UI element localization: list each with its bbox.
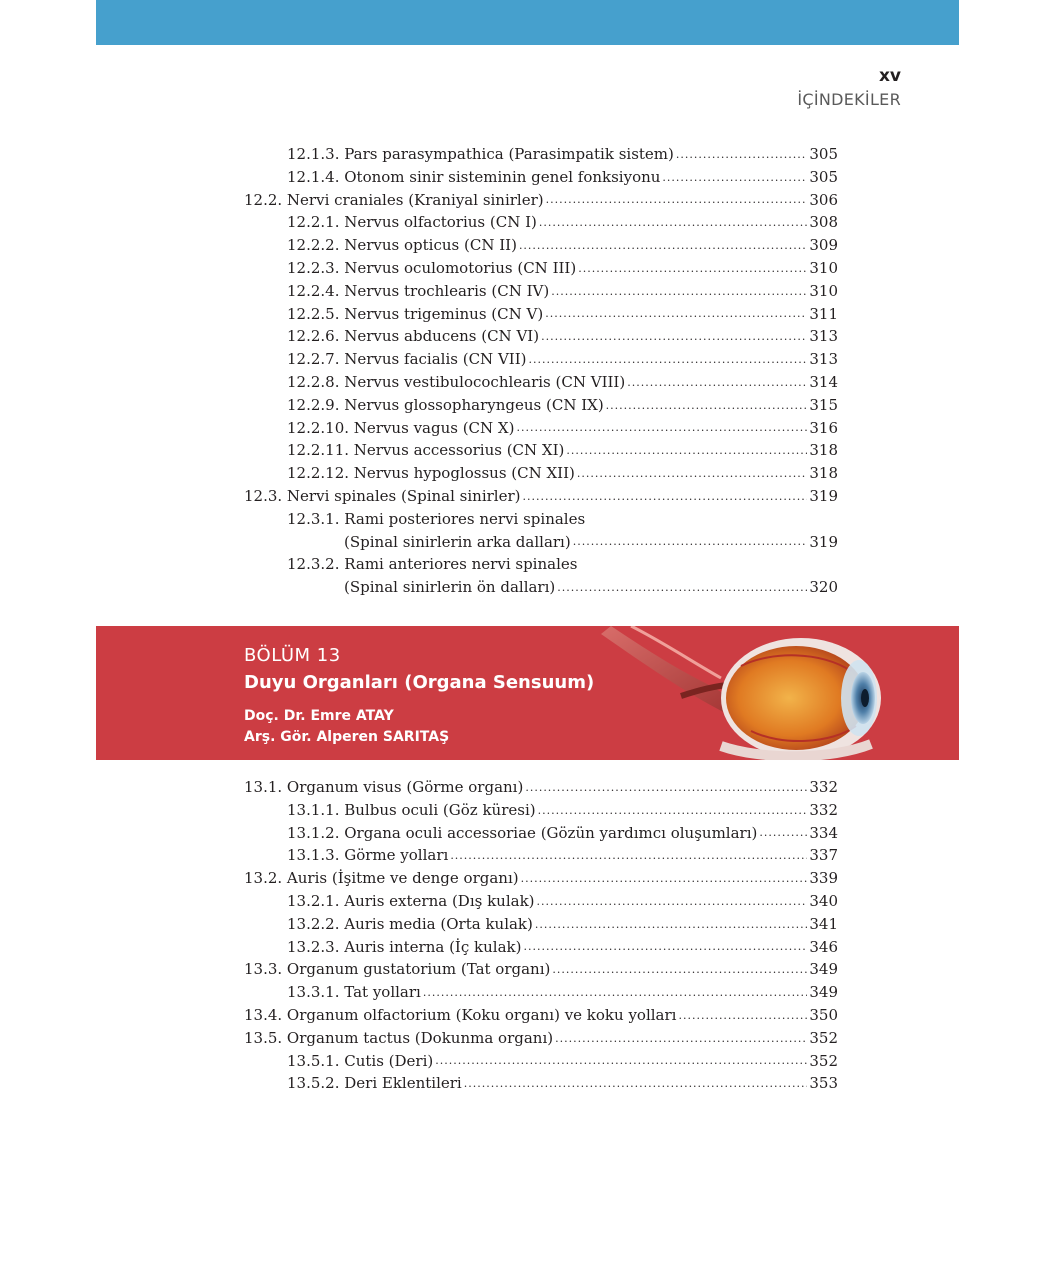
toc-leader-dots bbox=[516, 417, 807, 439]
toc-entry-page: 316 bbox=[809, 418, 838, 437]
toc-entry-page: 310 bbox=[809, 258, 838, 277]
toc-leader-dots bbox=[566, 440, 807, 462]
toc-entry-label: 13.2.1. Auris externa (Dış kulak) bbox=[287, 891, 535, 910]
toc-entry-page: 309 bbox=[809, 236, 838, 255]
toc-entry[interactable] bbox=[244, 553, 838, 576]
toc-entry-page: 305 bbox=[809, 167, 838, 186]
toc-entry[interactable] bbox=[244, 303, 838, 326]
toc-entry-label: 12.2. Nervi craniales (Kraniyal sinirler) bbox=[244, 190, 544, 209]
toc-entry[interactable] bbox=[244, 776, 838, 799]
toc-entry-label: 13.3.1. Tat yolları bbox=[287, 983, 421, 1002]
toc-leader-dots bbox=[678, 1005, 807, 1027]
toc-entry-page: 341 bbox=[809, 914, 838, 933]
toc-entry[interactable] bbox=[244, 958, 838, 981]
toc-entry-label: 12.2.8. Nervus vestibulocochlearis (CN VIII) bbox=[287, 372, 626, 391]
toc-entry[interactable] bbox=[244, 576, 838, 599]
toc-entry-label: 12.2.4. Nervus trochlearis (CN IV) bbox=[287, 281, 550, 300]
toc-leader-dots bbox=[551, 281, 807, 303]
toc-leader-dots bbox=[606, 395, 808, 417]
toc-entry-label: 12.2.10. Nervus vagus (CN X) bbox=[287, 418, 515, 437]
toc-entry[interactable] bbox=[244, 799, 838, 822]
toc-list-chapter-13 bbox=[244, 776, 838, 1095]
toc-leader-dots bbox=[464, 1073, 808, 1095]
toc-entry-page: 308 bbox=[809, 213, 838, 232]
page-number: xv bbox=[878, 66, 901, 86]
toc-leader-dots bbox=[662, 167, 807, 189]
toc-entry[interactable] bbox=[244, 1072, 838, 1095]
toc-entry-page: 319 bbox=[809, 486, 838, 505]
toc-leader-dots bbox=[528, 349, 807, 371]
toc-entry-label: 13.1.3. Görme yolları bbox=[287, 846, 449, 865]
toc-entry-page: 340 bbox=[809, 891, 838, 910]
toc-entry-label: 13.4. Organum olfactorium (Koku organı) ve koku yolları bbox=[244, 1005, 677, 1024]
toc-entry-page: 332 bbox=[809, 800, 838, 819]
toc-entry-label: (Spinal sinirlerin ön dalları) bbox=[344, 578, 556, 597]
toc-entry-label: (Spinal sinirlerin arka dalları) bbox=[344, 532, 571, 551]
toc-entry[interactable] bbox=[244, 531, 838, 554]
toc-entry-page: 353 bbox=[809, 1074, 838, 1093]
toc-list-chapter-12 bbox=[244, 143, 838, 599]
toc-entry-label: 13.5.1. Cutis (Deri) bbox=[287, 1051, 434, 1070]
toc-entry-page: 339 bbox=[809, 869, 838, 888]
toc-entry[interactable] bbox=[244, 1027, 838, 1050]
toc-entry[interactable] bbox=[244, 462, 838, 485]
toc-entry[interactable] bbox=[244, 485, 838, 508]
toc-entry-page: 346 bbox=[809, 937, 838, 956]
toc-leader-dots bbox=[759, 822, 807, 844]
toc-entry-page: 352 bbox=[809, 1051, 838, 1070]
toc-leader-dots bbox=[523, 486, 808, 508]
toc-leader-dots bbox=[519, 235, 807, 257]
toc-leader-dots bbox=[535, 914, 807, 936]
toc-leader-dots bbox=[435, 1050, 807, 1072]
toc-leader-dots bbox=[423, 982, 808, 1004]
toc-leader-dots bbox=[521, 868, 808, 890]
toc-entry-page: 313 bbox=[809, 350, 838, 369]
toc-leader-dots bbox=[627, 372, 807, 394]
toc-entry-page: 313 bbox=[809, 327, 838, 346]
toc-entry-page: 332 bbox=[809, 778, 838, 796]
toc-entry-page: 315 bbox=[809, 395, 838, 414]
toc-entry-label: 12.2.9. Nervus glossopharyngeus (CN IX) bbox=[287, 395, 604, 414]
toc-entry-page: 349 bbox=[809, 960, 838, 979]
chapter-banner bbox=[96, 626, 959, 760]
toc-entry-page: 352 bbox=[809, 1028, 838, 1047]
toc-leader-dots bbox=[555, 1028, 807, 1050]
toc-entry-page: 349 bbox=[809, 983, 838, 1002]
toc-entry-label: 12.2.11. Nervus accessorius (CN XI) bbox=[287, 441, 565, 460]
toc-entry[interactable] bbox=[244, 890, 838, 913]
toc-entry-page: 310 bbox=[809, 281, 838, 300]
toc-entry-page: 350 bbox=[809, 1005, 838, 1024]
toc-leader-dots bbox=[676, 144, 807, 166]
toc-entry-page: 320 bbox=[809, 578, 838, 597]
toc-leader-dots bbox=[545, 303, 807, 325]
toc-leader-dots bbox=[577, 463, 807, 485]
toc-entry[interactable] bbox=[244, 844, 838, 867]
toc-entry[interactable] bbox=[244, 234, 838, 257]
toc-entry[interactable] bbox=[244, 913, 838, 936]
toc-entry-label: 12.2.5. Nervus trigeminus (CN V) bbox=[287, 304, 544, 323]
toc-leader-dots bbox=[578, 258, 807, 280]
toc-entry[interactable] bbox=[244, 936, 838, 959]
toc-entry-page: 305 bbox=[809, 145, 838, 163]
toc-entry-page: 314 bbox=[809, 372, 838, 391]
toc-leader-dots bbox=[546, 189, 808, 211]
toc-entry[interactable] bbox=[244, 439, 838, 462]
toc-entry-page: 337 bbox=[809, 846, 838, 865]
toc-entry[interactable] bbox=[244, 1050, 838, 1073]
toc-entry[interactable] bbox=[244, 211, 838, 234]
toc-entry-label: 12.3.2. Rami anteriores nervi spinales bbox=[287, 555, 578, 574]
toc-entry-label: 12.2.12. Nervus hypoglossus (CN XII) bbox=[287, 464, 575, 483]
toc-entry-page: 318 bbox=[809, 464, 838, 483]
chapter-author: Arş. Gör. Alperen SARITAŞ bbox=[244, 729, 450, 745]
toc-entry-label: 12.3. Nervi spinales (Spinal sinirler) bbox=[244, 486, 521, 505]
toc-entry-label: 12.1.3. Pars parasympathica (Parasimpatik sistem) bbox=[287, 145, 674, 163]
toc-leader-dots bbox=[450, 845, 807, 867]
toc-leader-dots bbox=[538, 800, 808, 822]
toc-entry-label: 12.2.3. Nervus oculomotorius (CN III) bbox=[287, 258, 577, 277]
toc-entry[interactable] bbox=[244, 325, 838, 348]
toc-leader-dots bbox=[525, 777, 807, 799]
toc-entry[interactable] bbox=[244, 371, 838, 394]
toc-entry-page: 311 bbox=[809, 304, 838, 323]
toc-entry[interactable] bbox=[244, 394, 838, 417]
toc-entry[interactable] bbox=[244, 257, 838, 280]
eye-anatomy-illustration bbox=[601, 626, 891, 760]
toc-entry-label: 13.5. Organum tactus (Dokunma organı) bbox=[244, 1028, 554, 1047]
toc-entry-label: 12.2.1. Nervus olfactorius (CN I) bbox=[287, 213, 537, 232]
toc-leader-dots bbox=[539, 212, 807, 234]
toc-entry[interactable] bbox=[244, 417, 838, 440]
toc-leader-dots bbox=[541, 326, 807, 348]
toc-entry[interactable] bbox=[244, 1004, 838, 1027]
toc-entry[interactable] bbox=[244, 348, 838, 371]
toc-entry-label: 13.1. Organum visus (Görme organı) bbox=[244, 778, 524, 796]
running-header: İÇİNDEKİLER bbox=[797, 90, 901, 109]
toc-entry-label: 13.2.2. Auris media (Orta kulak) bbox=[287, 914, 533, 933]
toc-entry-label: 12.2.6. Nervus abducens (CN VI) bbox=[287, 327, 540, 346]
toc-entry-page: 334 bbox=[809, 823, 838, 842]
toc-entry-label: 12.2.7. Nervus facialis (CN VII) bbox=[287, 350, 527, 369]
toc-entry[interactable] bbox=[244, 166, 838, 189]
toc-entry-page: 318 bbox=[809, 441, 838, 460]
chapter-author: Doç. Dr. Emre ATAY bbox=[244, 708, 394, 724]
chapter-number: BÖLÜM 13 bbox=[244, 645, 341, 666]
toc-entry-label: 12.3.1. Rami posteriores nervi spinales bbox=[287, 509, 586, 528]
toc-entry-label: 13.1.1. Bulbus oculi (Göz küresi) bbox=[287, 800, 536, 819]
toc-leader-dots bbox=[573, 531, 808, 553]
toc-entry[interactable] bbox=[244, 867, 838, 890]
toc-entry-page: 319 bbox=[809, 532, 838, 551]
toc-entry[interactable] bbox=[244, 280, 838, 303]
toc-leader-dots bbox=[557, 577, 807, 599]
top-color-bar bbox=[96, 0, 959, 45]
toc-entry-label: 13.2. Auris (İşitme ve denge organı) bbox=[244, 869, 519, 888]
toc-leader-dots bbox=[552, 959, 807, 981]
toc-leader-dots bbox=[537, 891, 808, 913]
toc-entry-page: 306 bbox=[809, 190, 838, 209]
toc-entry-label: 13.2.3. Auris interna (İç kulak) bbox=[287, 937, 522, 956]
toc-entry-label: 13.1.2. Organa oculi accessoriae (Gözün yardımcı oluşumları) bbox=[287, 823, 758, 842]
toc-entry-label: 12.2.2. Nervus opticus (CN II) bbox=[287, 236, 517, 255]
toc-leader-dots bbox=[523, 936, 807, 958]
chapter-title: Duyu Organları (Organa Sensuum) bbox=[244, 672, 595, 693]
toc-entry[interactable] bbox=[244, 189, 838, 212]
toc-entry[interactable] bbox=[244, 981, 838, 1004]
toc-entry-label: 13.3. Organum gustatorium (Tat organı) bbox=[244, 960, 551, 979]
toc-entry[interactable] bbox=[244, 508, 838, 531]
toc-entry[interactable] bbox=[244, 822, 838, 845]
toc-entry-label: 12.1.4. Otonom sinir sisteminin genel fonksiyonu bbox=[287, 167, 661, 186]
toc-entry[interactable] bbox=[244, 143, 838, 166]
toc-entry-label: 13.5.2. Deri Eklentileri bbox=[287, 1074, 462, 1093]
